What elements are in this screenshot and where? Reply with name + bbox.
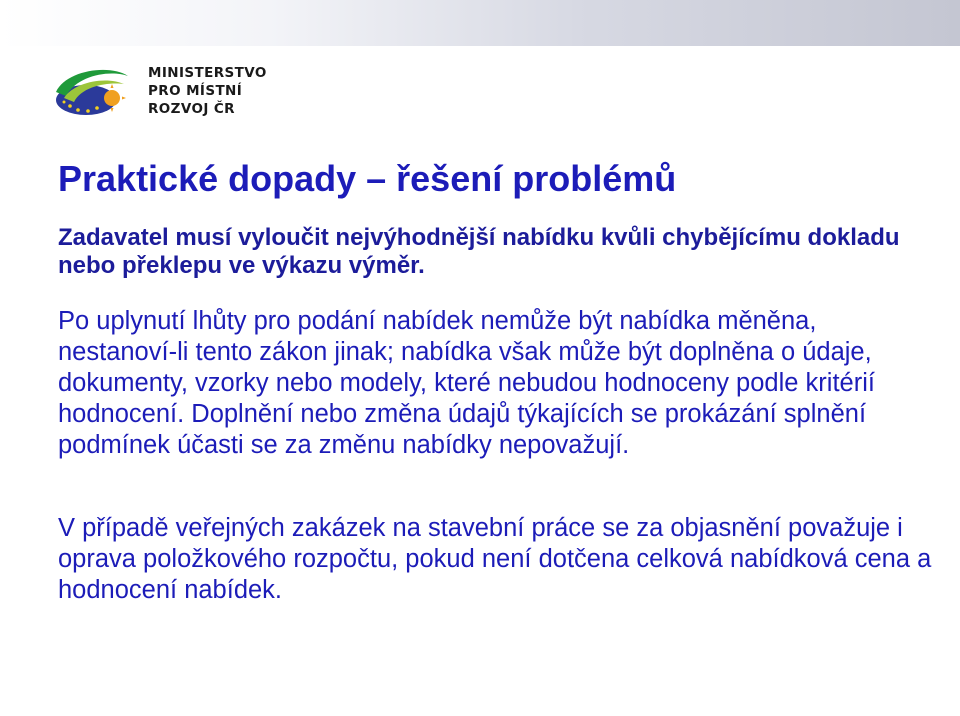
ministry-emblem-icon bbox=[52, 62, 138, 118]
logo-line-1: MINISTERSTVO bbox=[148, 65, 267, 81]
ministry-logo-text bbox=[148, 64, 267, 118]
body-paragraph-1: Po uplynutí lhůty pro podání nabídek nemůže být nabídka měněna, nestanoví-li tento zákon jinak; nabídka však může být doplněna o údaje, dokumenty, vzorky nebo modely, které nebudou hodnoceny podle kritérií hodnocení. Doplnění nebo změna údajů týkajících se prokázání splnění podmínek účasti se za změnu nabídky nepovažují. bbox=[58, 307, 875, 459]
slide-lead: Zadavatel musí vyloučit nejvýhodnější nabídku kvůli chybějícímu dokladu nebo překlepu ve výkazu výměr. bbox=[58, 224, 900, 279]
ministry-logo bbox=[52, 62, 282, 118]
header-band bbox=[0, 0, 960, 46]
logo-line-2: PRO MÍSTNÍ bbox=[148, 83, 243, 99]
body-paragraph-2: V případě veřejných zakázek na stavební práce se za objasnění považuje i oprava položkového rozpočtu, pokud není dotčena celková nabídková cena a hodnocení nabídek. bbox=[58, 514, 932, 604]
slide-title: Praktické dopady – řešení problémů bbox=[58, 158, 677, 199]
logo-line-3: ROZVOJ ČR bbox=[148, 101, 235, 117]
